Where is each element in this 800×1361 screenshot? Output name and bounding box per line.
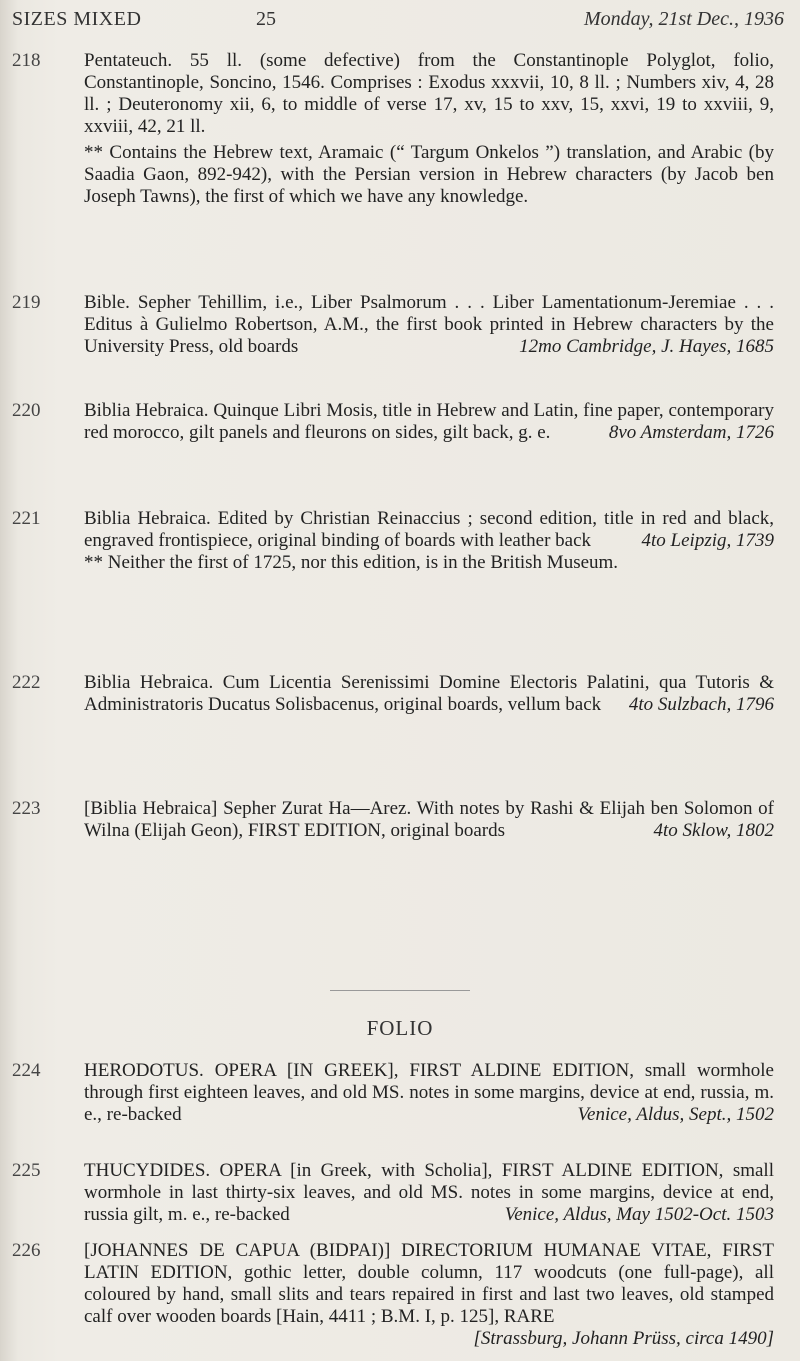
lot-description: Bible. Sepher Tehillim, i.e., Liber Psalmorum . . . Liber Lamentationum-Jeremiae . . . Editus à Gulielmo Robertson, A.M., the first book printed in Hebrew characters by the University Press, old boards (84, 292, 774, 357)
lot-number: 221 (12, 508, 41, 529)
lot-description: Biblia Hebraica. Quinque Libri Mosis, title in Hebrew and Latin, fine paper, contemporary red morocco, gilt panels and fleurons on sides, gilt back, g. e. (84, 400, 774, 443)
catalogue-entry-222 (12, 672, 782, 716)
catalogue-entry-226 (12, 1240, 782, 1350)
lot-number: 220 (12, 400, 41, 421)
section-heading: FOLIO (366, 1016, 434, 1040)
lot-imprint: 4to Sklow, 1802 (653, 820, 774, 841)
lot-imprint: 4to Sulzbach, 1796 (628, 694, 774, 715)
lot-description: Pentateuch. 55 ll. (some defective) from the Constantinople Polyglot, folio, Constantinople, Soncino, 1546. Comprises : Exodus xxxvii, 10, 8 ll. ; Numbers xiv, 4, 28 ll. ; Deuteronomy xii, 6, to middle of verse 17, xv, 15 to xxv, 15, xxvi, 19 to xxviii, 9, xxviii, 42, 21 ll. (84, 50, 774, 137)
lot-note: ** Neither the first of 1725, nor this edition, is in the British Museum. (84, 552, 619, 573)
header-sale-date: Monday, 21st Dec., 1936 (584, 8, 784, 30)
page-header (12, 8, 784, 34)
catalogue-entry-225 (12, 1160, 782, 1226)
lot-number: 222 (12, 672, 41, 693)
lot-description: [JOHANNES DE CAPUA (BIDPAI)] DIRECTORIUM HUMANAE VITAE, FIRST LATIN EDITION, gothic letter, double column, 117 woodcuts (one full-page), all coloured by hand, small slits and tears repaired in first and last two leaves, old stamped calf over wooden boards [Hain, 4411 ; B.M. I, p. 125], RARE (84, 1240, 774, 1327)
catalogue-entry-218 (12, 50, 782, 208)
lot-imprint: 4to Leipzig, 1739 (641, 530, 774, 551)
lot-imprint: Venice, Aldus, Sept., 1502 (577, 1104, 774, 1125)
lot-number: 226 (12, 1240, 41, 1261)
lot-note: ** Contains the Hebrew text, Aramaic (“ Targum Onkelos ”) translation, and Arabic (by Saadia Gaon, 892-942), with the Persian version in Hebrew characters (by Jacob ben Joseph Tawns), the first of which we have any knowledge. (84, 142, 774, 207)
catalogue-entry-220 (12, 400, 782, 444)
lot-number: 224 (12, 1060, 41, 1081)
section-divider (330, 990, 470, 991)
lot-description: HERODOTUS. OPERA [IN GREEK], FIRST ALDINE EDITION, small wormhole through first eighteen leaves, and old MS. notes in some margins, device at end, russia, m. e., re-backed (84, 1060, 774, 1125)
lot-number: 218 (12, 50, 41, 71)
lot-number: 225 (12, 1160, 41, 1181)
lot-imprint: Venice, Aldus, May 1502-Oct. 1503 (504, 1204, 774, 1225)
lot-number: 219 (12, 292, 41, 313)
lot-imprint: 12mo Cambridge, J. Hayes, 1685 (519, 336, 774, 357)
catalogue-entry-223 (12, 798, 782, 842)
catalogue-entry-221 (12, 508, 782, 574)
lot-number: 223 (12, 798, 41, 819)
lot-description: Biblia Hebraica. Edited by Christian Reinaccius ; second edition, title in red and black, engraved frontispiece, original binding of boards with leather back (84, 508, 774, 551)
lot-description: Biblia Hebraica. Cum Licentia Serenissimi Domine Electoris Palatini, qua Tutoris & Administratoris Ducatus Solisbacenus, original boards, vellum back (84, 672, 774, 715)
lot-description: [Biblia Hebraica] Sepher Zurat Ha—Arez. With notes by Rashi & Elijah ben Solomon of Wilna (Elijah Geon), FIRST EDITION, original boards (84, 798, 774, 841)
lot-imprint: [Strassburg, Johann Prüss, circa 1490] (473, 1328, 774, 1349)
lot-imprint: 8vo Amsterdam, 1726 (608, 422, 774, 443)
header-section-label: SIZES MIXED (12, 8, 142, 30)
lot-description: THUCYDIDES. OPERA [in Greek, with Scholia], FIRST ALDINE EDITION, small wormhole in last thirty-six leaves, and old MS. notes in some margins, device at end, russia gilt, m. e., re-backed (84, 1160, 774, 1225)
header-page-number: 25 (256, 8, 276, 30)
catalogue-entry-219 (12, 292, 782, 358)
catalogue-entry-224 (12, 1060, 782, 1126)
